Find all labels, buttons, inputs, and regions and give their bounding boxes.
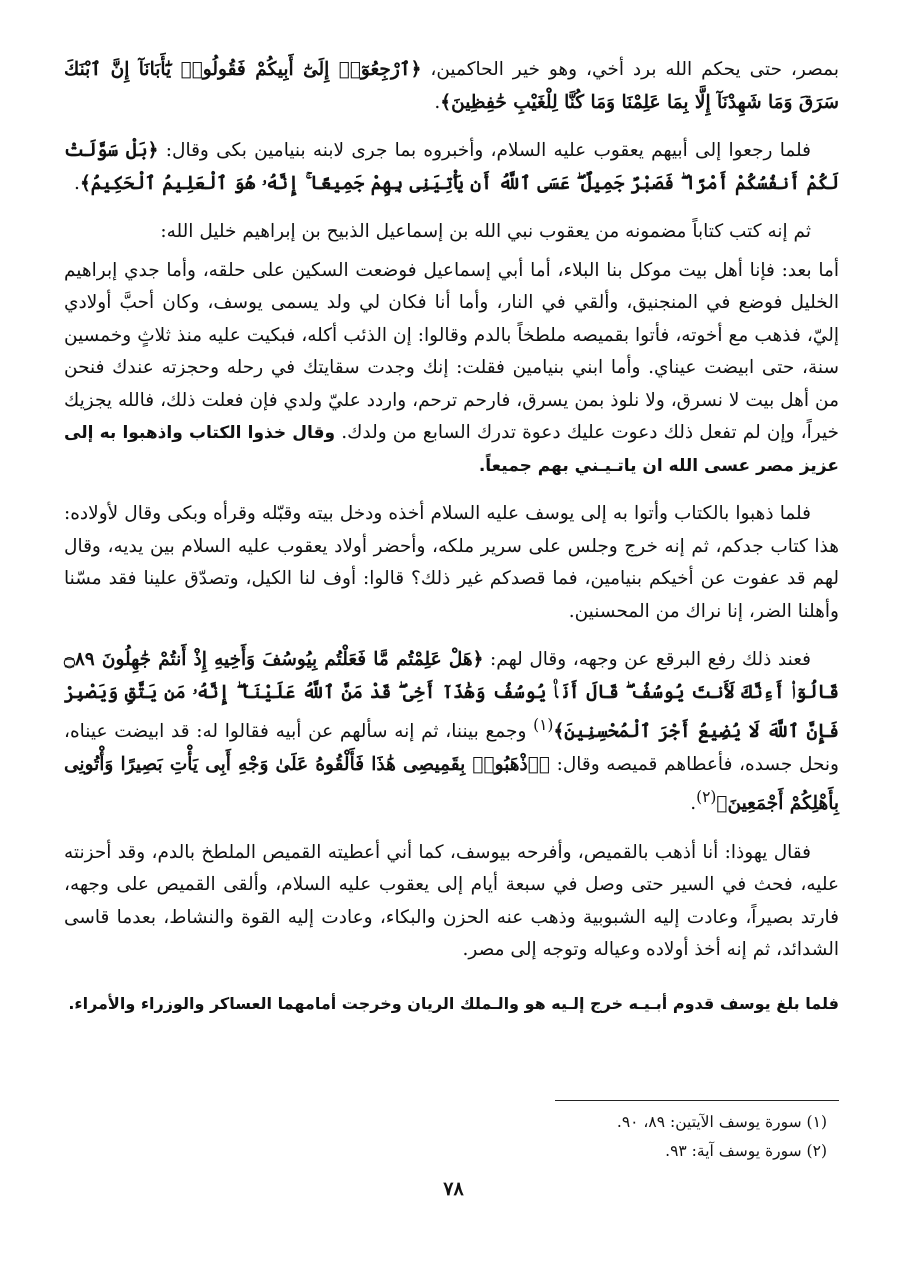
paragraph-yusuf-reads xyxy=(64,498,839,628)
quran-verse: ﴿ٱرْجِعُوٓا۟ إِلَىٰٓ أَبِيكُمْ فَقُولُوا۟ يَٰٓأَبَانَآ إِنَّ ٱبْنَكَ سَرَقَ وَمَا شَهِدْنَآ إِلَّا بِمَا عَلِمْنَا وَمَا كُنَّا لِلْغَيْبِ حَٰفِظِينَ﴾ xyxy=(64,59,839,113)
paragraph-letter-intro xyxy=(64,216,839,249)
paragraph-yaqub-response xyxy=(64,135,839,200)
paragraph-text-2: وجمع بيننا، ثم إنه سألهم عن أبيه فقالوا له: قد ابيضت عيناه، ونحل جسده، فأعطاهم قميصه وقال: xyxy=(64,721,839,775)
paragraph-text: بمصر، حتى يحكم الله برد أخي، وهو خير الحاكمين، xyxy=(421,59,839,80)
paragraph-text: فلما ذهبوا بالكتاب وأتوا به إلى يوسف عليه السلام أخذه ودخل بيته وقبّله وقرأه وبكى وقال لأولاده: هذا كتاب جدكم، ثم إنه خرج وجلس على سرير ملكه، وأحضر أولاد يعقوب عليه السلام بين يديه، وقال لهم قد عفوت عن أخيكم بنيامين، فما قصدكم غير ذلك؟ قالوا: أوف لنا الكيل، وتصدّق علينا فقد مسّنا وأهلنا الضر، إنا نراك من المحسنين. xyxy=(64,503,839,622)
quran-verse: ﴿بَلْ سَوَّلَتْ لَكُمْ أَنفُسُكُمْ أَمْرًا ۖ فَصَبْرٌ جَمِيلٌ ۖ عَسَى ٱللَّهُ أَن يَأْتِيَنِى بِهِمْ جَمِيعًا ۚ إِنَّهُۥ هُوَ ٱلْعَلِيمُ ٱلْحَكِيمُ﴾ xyxy=(64,140,839,194)
paragraph-text: ثم إنه كتب كتاباً مضمونه من يعقوب نبي الله بن إسماعيل الذبيح بن إبراهيم خليل الله: xyxy=(160,221,811,242)
paragraph-text: فلما رجعوا إلى أبيهم يعقوب عليه السلام، وأخبروه بما جرى لابنه بنيامين بكى وقال: xyxy=(158,140,811,161)
paragraph-letter-body xyxy=(64,255,839,483)
footnotes xyxy=(327,1108,827,1166)
footnote-ref-2: (٢) xyxy=(696,788,717,807)
footnote-ref: (١) xyxy=(533,716,554,734)
paragraph-text: فعند ذلك رفع البرقع عن وجهه، وقال لهم: xyxy=(483,649,811,670)
quran-verse: ﴿هَلْ عَلِمْتُم مَّا فَعَلْتُم بِيُوسُفَ وَأَخِيهِ إِذْ أَنتُمْ جَٰهِلُونَ ۝٨٩ قَالُوٓا۟ أَءِنَّكَ لَأَنتَ يُوسُفُ ۖ قَالَ أَنَا۠ يُوسُفُ وَهَٰذَآ أَخِى ۖ قَدْ مَنَّ ٱللَّهُ عَلَيْنَآ ۖ إِنَّهُۥ مَن يَتَّقِ وَيَصْبِرْ فَإِنَّ ٱللَّهَ لَا يُضِيعُ أَجْرَ ٱلْمُحْسِنِينَ﴾ xyxy=(64,649,839,743)
paragraph-reveal xyxy=(64,644,839,821)
bold-sentence: وقال خذوا الكتاب واذهبوا به إلى عزيز مصر عسى الله ان ياتـيـني بهم جميعاً. xyxy=(64,423,839,476)
footnote-2: (٢) سورة يوسف آية: ٩٣. xyxy=(665,1142,827,1160)
paragraph-continuation xyxy=(64,54,839,119)
footnote-divider xyxy=(555,1100,839,1101)
page-number: ٧٨ xyxy=(443,1178,464,1200)
paragraph-tail: . xyxy=(74,172,80,194)
paragraph-tail: . xyxy=(690,793,697,815)
paragraph-text: أما بعد: فإنا أهل بيت موكل بنا البلاء، أما أبي إسماعيل فوضعت السكين على حلقه، وأما جدي إبراهيم الخليل فوضع في المنجنيق، وألقي في النار، وأما أنا فكان لي ولد يسمى يوسف، وكان أحبَّ أولادي إليّ، فذهب مع أخوته، فأتوا بقميصه ملطخاً بالدم وقالوا: إن الذئب أكله، فبكيت عليه منذ ثلاثٍ وخمسين سنة، حتى ابيضت عيناي. وأما ابني بنيامين فقلت: إنك وجدت سقايتك في رحله وحجزته عندك فنحن من أهل بيت لا نسرق، ولا نلوذ بمن يسرق، فارحم ترحم، واردد عليّ ولدي فإن فعلت ذلك، فالله يجزيك خيراً، وإن لم تفعل ذلك دعوت عليك دعوة تدرك السابع من ولدك. xyxy=(64,259,839,443)
paragraph-tail: . xyxy=(434,91,441,113)
quran-verse-2: ﴿ٱذْهَبُوا۟ بِقَمِيصِى هَٰذَا فَأَلْقُوهُ عَلَىٰ وَجْهِ أَبِى يَأْتِ بَصِيرًا وَأْتُونِى بِأَهْلِكُمْ أَجْمَعِينَ﴾ xyxy=(64,753,839,815)
paragraph-yahuda xyxy=(64,837,839,967)
footnote-1: (١) سورة يوسف الآيتين: ٨٩، ٩٠. xyxy=(616,1113,827,1131)
closing-bold-line: فلما بلغ يوسف قدوم أبـيـه خرج إلـيه هو والـملك الريان وخرجت أمامهما العساكر والوزراء والأمراء. xyxy=(68,993,839,1013)
paragraph-text: فقال يهوذا: أنا أذهب بالقميص، وأفرحه بيوسف، كما أني أعطيته القميص الملطخ بالدم، وقد أحزنته عليه، فحث في السير حتى وصل في سبعة أيام إلى يعقوب عليه السلام، وألقى القميص على وجهه، فارتد بصيراً، وعادت إليه الشبوبية وذهب عنه الحزن والبكاء، وعادت إليه القوة والنشاط، بعدما قاسى الشدائد، ثم إنه أخذ أولاده وعياله وتوجه إلى مصر. xyxy=(64,841,839,961)
